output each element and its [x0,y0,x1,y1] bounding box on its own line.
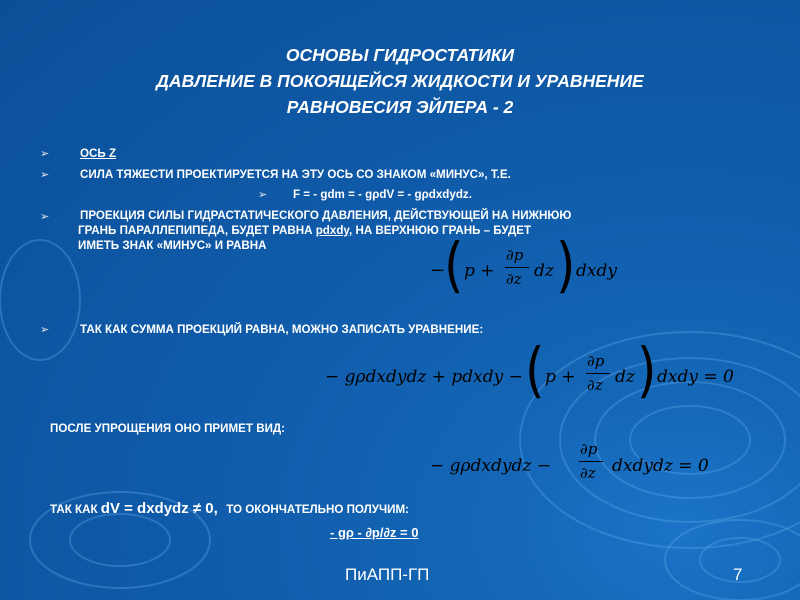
force-formula: F = - gdm = - gρdV = - gρdxdydz. [293,188,472,201]
fraction-bar [505,267,529,268]
pressure-text-pre: ГРАНЬ ПАРАЛЛЕПИПЕДА, БУДЕТ РАВНА [78,224,316,237]
title-line-1: ОСНОВЫ ГИДРОСТАТИКИ [285,45,515,65]
eq1-left: − gρdxdydz + pdxdy − [325,367,523,387]
eq1-right: dxdy = 0 [657,367,734,387]
eq2-right: dxdydz = 0 [612,456,709,476]
since-condition: dV = dxdydz ≠ 0, [100,500,218,517]
dz: dz [534,261,554,281]
page-number: 7 [733,565,743,584]
pressure-text-underlined: pdxdy, [315,224,353,237]
formula-simplified [430,440,730,492]
dp-numerator: ∂p [587,352,605,370]
bullet-pressure-line-3: ИМЕТЬ ЗНАК «МИНУС» И РАВНА [78,239,267,252]
dz-denominator: ∂z [506,270,522,288]
bullet-pressure-line-1: ПРОЕКЦИЯ СИЛЫ ГИДРАСТАТИЧЕСКОГО ДАВЛЕНИЯ, ДЕЙСТВУЮЩЕЙ НА НИЖНЮЮ [80,209,572,222]
since-pre: ТАК КАК [50,503,101,516]
fraction-bar [579,461,603,462]
dz: dz [615,367,635,387]
slide-title [40,42,760,120]
dxdy: dxdy [576,261,617,281]
dz-denominator: ∂z [587,376,603,394]
dp-numerator: ∂p [506,246,524,264]
footer-label: ПиАПП-ГП [345,565,430,584]
final-equation: - gρ - ∂p/∂z = 0 [330,525,419,540]
title-line-2: ДАВЛЕНИЕ В ПОКОЯЩЕЙСЯ ЖИДКОСТИ И УРАВНЕНИЕ [156,71,644,91]
dp-numerator: ∂p [580,440,598,458]
minus-sign: − [430,260,446,281]
formula-upper-face [430,230,630,304]
bullet-arrow-icon: ➢ [258,189,268,201]
paren-open: ( [444,230,464,300]
bullet-arrow-icon: ➢ [40,211,50,223]
bullet-axis: ОСЬ Z [80,147,117,160]
bullet-sum: ТАК КАК СУММА ПРОЕКЦИЙ РАВНА, МОЖНО ЗАПИСАТЬ УРАВНЕНИЕ: [80,323,484,336]
p-plus: p + [464,261,495,281]
eq2-left: − gρdxdydz − [430,456,551,476]
p-plus: p + [545,367,576,387]
bullet-arrow-icon: ➢ [40,148,50,160]
pressure-text-post: НА ВЕРХНЮЮ ГРАНЬ – БУДЕТ [352,224,532,237]
paren-open: ( [525,335,545,405]
bullet-gravity: СИЛА ТЯЖЕСТИ ПРОЕКТИРУЕТСЯ НА ЭТУ ОСЬ СО ЗНАКОМ «МИНУС», Т.Е. [80,168,511,181]
since-post: ТО ОКОНЧАТЕЛЬНО ПОЛУЧИМ: [226,503,410,516]
paren-close: ) [637,335,657,405]
title-line-3: РАВНОВЕСИЯ ЭЙЛЕРА - 2 [286,97,514,117]
simplify-text: ПОСЛЕ УПРОЩЕНИЯ ОНО ПРИМЕТ ВИД: [50,422,286,435]
formula-equilibrium [325,335,765,407]
bullet-arrow-icon: ➢ [40,169,50,181]
dz-denominator: ∂z [580,464,596,482]
since-line [50,500,409,518]
bullet-arrow-icon: ➢ [40,324,50,336]
fraction-bar [586,373,610,374]
paren-close: ) [556,230,576,300]
